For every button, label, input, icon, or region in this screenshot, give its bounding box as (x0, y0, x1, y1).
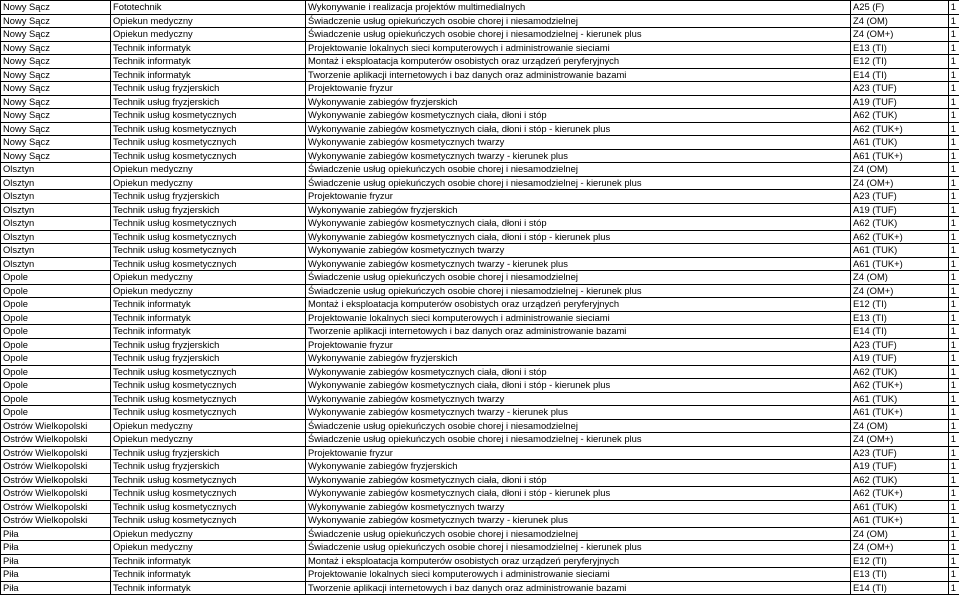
qualification-cell: Świadczenie usług opiekuńczych osobie chorej i niesamodzielnej - kierunek plus (306, 176, 851, 190)
count-cell: 1 (949, 487, 959, 501)
city-cell: Opole (1, 338, 111, 352)
profession-cell: Technik informatyk (111, 311, 306, 325)
city-cell: Opole (1, 392, 111, 406)
symbol-cell: Z4 (OM) (851, 271, 949, 285)
qualification-cell: Wykonywanie i realizacja projektów multimedialnych (306, 1, 851, 15)
profession-cell: Opiekun medyczny (111, 271, 306, 285)
symbol-cell: A61 (TUK+) (851, 257, 949, 271)
city-cell: Nowy Sącz (1, 14, 111, 28)
qualification-cell: Wykonywanie zabiegów kosmetycznych twarzy - kierunek plus (306, 406, 851, 420)
count-cell: 1 (949, 365, 959, 379)
city-cell: Piła (1, 541, 111, 555)
count-cell: 1 (949, 419, 959, 433)
symbol-cell: A62 (TUK) (851, 109, 949, 123)
city-cell: Olsztyn (1, 176, 111, 190)
count-cell: 1 (949, 28, 959, 42)
city-cell: Ostrów Wielkopolski (1, 473, 111, 487)
count-cell: 1 (949, 473, 959, 487)
profession-cell: Technik informatyk (111, 68, 306, 82)
city-cell: Opole (1, 284, 111, 298)
symbol-cell: Z4 (OM) (851, 163, 949, 177)
count-cell: 1 (949, 325, 959, 339)
qualification-cell: Wykonywanie zabiegów fryzjerskich (306, 460, 851, 474)
count-cell: 1 (949, 109, 959, 123)
count-cell: 1 (949, 95, 959, 109)
symbol-cell: A62 (TUK+) (851, 487, 949, 501)
table-row (1, 338, 959, 352)
qualification-cell: Świadczenie usług opiekuńczych osobie chorej i niesamodzielnej (306, 271, 851, 285)
symbol-cell: E12 (TI) (851, 298, 949, 312)
symbol-cell: Z4 (OM+) (851, 541, 949, 555)
profession-cell: Technik usług kosmetycznych (111, 514, 306, 528)
qualification-cell: Wykonywanie zabiegów kosmetycznych twarzy (306, 392, 851, 406)
count-cell: 1 (949, 230, 959, 244)
symbol-cell: A62 (TUK+) (851, 230, 949, 244)
profession-cell: Technik informatyk (111, 41, 306, 55)
table-row (1, 527, 959, 541)
qualification-cell: Montaż i eksploatacja komputerów osobistych oraz urządzeń peryferyjnych (306, 55, 851, 69)
count-cell: 1 (949, 500, 959, 514)
city-cell: Ostrów Wielkopolski (1, 500, 111, 514)
symbol-cell: A19 (TUF) (851, 95, 949, 109)
count-cell: 1 (949, 379, 959, 393)
qualification-cell: Świadczenie usług opiekuńczych osobie chorej i niesamodzielnej - kierunek plus (306, 541, 851, 555)
qualification-cell: Projektowanie lokalnych sieci komputerowych i administrowanie sieciami (306, 568, 851, 582)
table-row (1, 257, 959, 271)
table-row (1, 379, 959, 393)
table-row (1, 352, 959, 366)
table-row (1, 55, 959, 69)
symbol-cell: A23 (TUF) (851, 82, 949, 96)
table-row (1, 68, 959, 82)
profession-cell: Opiekun medyczny (111, 176, 306, 190)
profession-cell: Technik usług kosmetycznych (111, 257, 306, 271)
table-row (1, 514, 959, 528)
city-cell: Opole (1, 379, 111, 393)
count-cell: 1 (949, 257, 959, 271)
city-cell: Ostrów Wielkopolski (1, 514, 111, 528)
table-row (1, 271, 959, 285)
table-row (1, 14, 959, 28)
table-row (1, 176, 959, 190)
profession-cell: Technik usług kosmetycznych (111, 136, 306, 150)
qualification-cell: Wykonywanie zabiegów kosmetycznych ciała, dłoni i stóp - kierunek plus (306, 230, 851, 244)
count-cell: 1 (949, 554, 959, 568)
count-cell: 1 (949, 55, 959, 69)
symbol-cell: Z4 (OM+) (851, 176, 949, 190)
profession-cell: Technik informatyk (111, 554, 306, 568)
profession-cell: Opiekun medyczny (111, 433, 306, 447)
city-cell: Piła (1, 581, 111, 595)
count-cell: 1 (949, 338, 959, 352)
profession-cell: Technik informatyk (111, 568, 306, 582)
table-row (1, 149, 959, 163)
qualification-cell: Wykonywanie zabiegów fryzjerskich (306, 352, 851, 366)
table-row (1, 311, 959, 325)
profession-cell: Technik usług kosmetycznych (111, 392, 306, 406)
table-row (1, 365, 959, 379)
count-cell: 1 (949, 176, 959, 190)
symbol-cell: A23 (TUF) (851, 190, 949, 204)
table-row (1, 406, 959, 420)
city-cell: Nowy Sącz (1, 149, 111, 163)
city-cell: Opole (1, 311, 111, 325)
table-row (1, 568, 959, 582)
city-cell: Nowy Sącz (1, 82, 111, 96)
qualification-cell: Wykonywanie zabiegów fryzjerskich (306, 95, 851, 109)
profession-cell: Technik usług kosmetycznych (111, 230, 306, 244)
qualification-cell: Wykonywanie zabiegów kosmetycznych ciała, dłoni i stóp - kierunek plus (306, 122, 851, 136)
profession-cell: Technik usług kosmetycznych (111, 149, 306, 163)
count-cell: 1 (949, 82, 959, 96)
qualification-cell: Wykonywanie zabiegów kosmetycznych ciała, dłoni i stóp (306, 109, 851, 123)
qualification-cell: Świadczenie usług opiekuńczych osobie chorej i niesamodzielnej (306, 14, 851, 28)
qualification-cell: Świadczenie usług opiekuńczych osobie chorej i niesamodzielnej (306, 163, 851, 177)
count-cell: 1 (949, 1, 959, 15)
count-cell: 1 (949, 41, 959, 55)
table-row (1, 203, 959, 217)
symbol-cell: A61 (TUK) (851, 244, 949, 258)
profession-cell: Technik usług fryzjerskich (111, 460, 306, 474)
city-cell: Opole (1, 325, 111, 339)
count-cell: 1 (949, 136, 959, 150)
qualification-cell: Wykonywanie zabiegów fryzjerskich (306, 203, 851, 217)
table-row (1, 541, 959, 555)
qualification-cell: Projektowanie fryzur (306, 82, 851, 96)
profession-cell: Technik usług kosmetycznych (111, 365, 306, 379)
qualification-cell: Wykonywanie zabiegów kosmetycznych twarzy - kierunek plus (306, 257, 851, 271)
symbol-cell: E13 (TI) (851, 568, 949, 582)
count-cell: 1 (949, 527, 959, 541)
qualification-cell: Projektowanie lokalnych sieci komputerowych i administrowanie sieciami (306, 311, 851, 325)
symbol-cell: E14 (TI) (851, 325, 949, 339)
profession-cell: Technik usług kosmetycznych (111, 217, 306, 231)
table-row (1, 109, 959, 123)
qualification-cell: Świadczenie usług opiekuńczych osobie chorej i niesamodzielnej - kierunek plus (306, 284, 851, 298)
count-cell: 1 (949, 352, 959, 366)
symbol-cell: E13 (TI) (851, 41, 949, 55)
table-row (1, 392, 959, 406)
count-cell: 1 (949, 203, 959, 217)
symbol-cell: A19 (TUF) (851, 203, 949, 217)
table-row (1, 581, 959, 595)
count-cell: 1 (949, 406, 959, 420)
count-cell: 1 (949, 433, 959, 447)
symbol-cell: A61 (TUK+) (851, 406, 949, 420)
city-cell: Olsztyn (1, 217, 111, 231)
city-cell: Opole (1, 352, 111, 366)
symbol-cell: Z4 (OM) (851, 419, 949, 433)
table-row (1, 284, 959, 298)
symbol-cell: E14 (TI) (851, 581, 949, 595)
city-cell: Piła (1, 527, 111, 541)
count-cell: 1 (949, 392, 959, 406)
city-cell: Nowy Sącz (1, 122, 111, 136)
symbol-cell: A19 (TUF) (851, 352, 949, 366)
table-row (1, 325, 959, 339)
profession-cell: Technik informatyk (111, 55, 306, 69)
city-cell: Olsztyn (1, 163, 111, 177)
profession-cell: Technik usług fryzjerskich (111, 338, 306, 352)
qualification-cell: Wykonywanie zabiegów kosmetycznych twarzy (306, 136, 851, 150)
count-cell: 1 (949, 568, 959, 582)
symbol-cell: A61 (TUK) (851, 136, 949, 150)
table-row (1, 446, 959, 460)
qualification-cell: Wykonywanie zabiegów kosmetycznych twarzy (306, 500, 851, 514)
count-cell: 1 (949, 541, 959, 555)
table-row (1, 554, 959, 568)
symbol-cell: A61 (TUK) (851, 500, 949, 514)
count-cell: 1 (949, 244, 959, 258)
count-cell: 1 (949, 311, 959, 325)
count-cell: 1 (949, 446, 959, 460)
count-cell: 1 (949, 149, 959, 163)
symbol-cell: A62 (TUK) (851, 365, 949, 379)
qualification-cell: Wykonywanie zabiegów kosmetycznych twarzy - kierunek plus (306, 514, 851, 528)
profession-cell: Technik usług fryzjerskich (111, 82, 306, 96)
table-row (1, 95, 959, 109)
city-cell: Ostrów Wielkopolski (1, 487, 111, 501)
city-cell: Olsztyn (1, 244, 111, 258)
symbol-cell: A19 (TUF) (851, 460, 949, 474)
table-row (1, 82, 959, 96)
symbol-cell: A62 (TUK) (851, 473, 949, 487)
count-cell: 1 (949, 14, 959, 28)
symbol-cell: A62 (TUK+) (851, 379, 949, 393)
symbol-cell: Z4 (OM+) (851, 284, 949, 298)
profession-cell: Technik usług fryzjerskich (111, 446, 306, 460)
city-cell: Nowy Sącz (1, 28, 111, 42)
qualification-cell: Tworzenie aplikacji internetowych i baz danych oraz administrowanie bazami (306, 325, 851, 339)
count-cell: 1 (949, 163, 959, 177)
symbol-cell: E13 (TI) (851, 311, 949, 325)
count-cell: 1 (949, 68, 959, 82)
symbol-cell: A61 (TUK+) (851, 149, 949, 163)
count-cell: 1 (949, 271, 959, 285)
qualification-cell: Montaż i eksploatacja komputerów osobistych oraz urządzeń peryferyjnych (306, 554, 851, 568)
city-cell: Ostrów Wielkopolski (1, 460, 111, 474)
profession-cell: Fototechnik (111, 1, 306, 15)
qualification-cell: Wykonywanie zabiegów kosmetycznych twarzy - kierunek plus (306, 149, 851, 163)
city-cell: Ostrów Wielkopolski (1, 446, 111, 460)
table-row (1, 41, 959, 55)
qualification-cell: Świadczenie usług opiekuńczych osobie chorej i niesamodzielnej (306, 419, 851, 433)
city-cell: Nowy Sącz (1, 136, 111, 150)
profession-cell: Technik usług fryzjerskich (111, 95, 306, 109)
qualification-cell: Wykonywanie zabiegów kosmetycznych ciała, dłoni i stóp - kierunek plus (306, 379, 851, 393)
qualification-cell: Montaż i eksploatacja komputerów osobistych oraz urządzeń peryferyjnych (306, 298, 851, 312)
city-cell: Nowy Sącz (1, 55, 111, 69)
profession-cell: Technik usług kosmetycznych (111, 500, 306, 514)
qualification-cell: Świadczenie usług opiekuńczych osobie chorej i niesamodzielnej - kierunek plus (306, 28, 851, 42)
symbol-cell: A61 (TUK+) (851, 514, 949, 528)
profession-cell: Technik usług kosmetycznych (111, 109, 306, 123)
table-row (1, 500, 959, 514)
city-cell: Nowy Sącz (1, 68, 111, 82)
qualification-cell: Wykonywanie zabiegów kosmetycznych ciała, dłoni i stóp - kierunek plus (306, 487, 851, 501)
count-cell: 1 (949, 298, 959, 312)
count-cell: 1 (949, 514, 959, 528)
symbol-cell: A23 (TUF) (851, 446, 949, 460)
table-row (1, 473, 959, 487)
profession-cell: Technik usług kosmetycznych (111, 244, 306, 258)
city-cell: Nowy Sącz (1, 1, 111, 15)
table-row (1, 28, 959, 42)
city-cell: Olsztyn (1, 190, 111, 204)
count-cell: 1 (949, 122, 959, 136)
city-cell: Piła (1, 554, 111, 568)
city-cell: Opole (1, 406, 111, 420)
profession-cell: Technik informatyk (111, 325, 306, 339)
table-row (1, 460, 959, 474)
symbol-cell: A61 (TUK) (851, 392, 949, 406)
profession-cell: Opiekun medyczny (111, 419, 306, 433)
symbol-cell: Z4 (OM) (851, 527, 949, 541)
symbol-cell: A25 (F) (851, 1, 949, 15)
qualification-cell: Projektowanie lokalnych sieci komputerowych i administrowanie sieciami (306, 41, 851, 55)
city-cell: Nowy Sącz (1, 95, 111, 109)
table-row (1, 163, 959, 177)
count-cell: 1 (949, 581, 959, 595)
symbol-cell: A62 (TUK+) (851, 122, 949, 136)
table-row (1, 190, 959, 204)
table-row (1, 298, 959, 312)
count-cell: 1 (949, 190, 959, 204)
profession-cell: Technik informatyk (111, 298, 306, 312)
symbol-cell: Z4 (OM) (851, 14, 949, 28)
count-cell: 1 (949, 460, 959, 474)
qualification-cell: Projektowanie fryzur (306, 190, 851, 204)
city-cell: Olsztyn (1, 230, 111, 244)
symbol-cell: E12 (TI) (851, 55, 949, 69)
profession-cell: Opiekun medyczny (111, 527, 306, 541)
table-row (1, 487, 959, 501)
profession-cell: Opiekun medyczny (111, 28, 306, 42)
symbol-cell: E12 (TI) (851, 554, 949, 568)
qualification-cell: Świadczenie usług opiekuńczych osobie chorej i niesamodzielnej (306, 527, 851, 541)
profession-cell: Technik usług kosmetycznych (111, 379, 306, 393)
table-row (1, 217, 959, 231)
table-row (1, 1, 959, 15)
symbol-cell: A23 (TUF) (851, 338, 949, 352)
profession-cell: Technik usług kosmetycznych (111, 487, 306, 501)
qualification-cell: Wykonywanie zabiegów kosmetycznych ciała, dłoni i stóp (306, 365, 851, 379)
city-cell: Nowy Sącz (1, 41, 111, 55)
city-cell: Ostrów Wielkopolski (1, 419, 111, 433)
city-cell: Ostrów Wielkopolski (1, 433, 111, 447)
profession-cell: Technik usług kosmetycznych (111, 473, 306, 487)
symbol-cell: Z4 (OM+) (851, 433, 949, 447)
city-cell: Olsztyn (1, 203, 111, 217)
profession-cell: Opiekun medyczny (111, 163, 306, 177)
city-cell: Nowy Sącz (1, 109, 111, 123)
profession-cell: Technik usług fryzjerskich (111, 190, 306, 204)
qualification-cell: Tworzenie aplikacji internetowych i baz danych oraz administrowanie bazami (306, 68, 851, 82)
city-cell: Opole (1, 271, 111, 285)
table-row (1, 419, 959, 433)
table-body (1, 1, 959, 595)
table-row (1, 433, 959, 447)
qualification-cell: Projektowanie fryzur (306, 446, 851, 460)
symbol-cell: A62 (TUK) (851, 217, 949, 231)
qualification-cell: Wykonywanie zabiegów kosmetycznych ciała, dłoni i stóp (306, 473, 851, 487)
qualification-cell: Projektowanie fryzur (306, 338, 851, 352)
profession-cell: Technik usług kosmetycznych (111, 406, 306, 420)
city-cell: Olsztyn (1, 257, 111, 271)
table-row (1, 122, 959, 136)
profession-cell: Technik usług kosmetycznych (111, 122, 306, 136)
count-cell: 1 (949, 217, 959, 231)
table-row (1, 136, 959, 150)
profession-cell: Opiekun medyczny (111, 14, 306, 28)
profession-cell: Technik usług fryzjerskich (111, 203, 306, 217)
table-row (1, 244, 959, 258)
qualification-cell: Wykonywanie zabiegów kosmetycznych twarzy (306, 244, 851, 258)
count-cell: 1 (949, 284, 959, 298)
city-cell: Opole (1, 298, 111, 312)
city-cell: Piła (1, 568, 111, 582)
table-row (1, 230, 959, 244)
qualification-cell: Świadczenie usług opiekuńczych osobie chorej i niesamodzielnej - kierunek plus (306, 433, 851, 447)
profession-cell: Technik usług fryzjerskich (111, 352, 306, 366)
profession-cell: Opiekun medyczny (111, 541, 306, 555)
symbol-cell: Z4 (OM+) (851, 28, 949, 42)
city-cell: Opole (1, 365, 111, 379)
profession-cell: Technik informatyk (111, 581, 306, 595)
qualification-cell: Wykonywanie zabiegów kosmetycznych ciała, dłoni i stóp (306, 217, 851, 231)
profession-cell: Opiekun medyczny (111, 284, 306, 298)
symbol-cell: E14 (TI) (851, 68, 949, 82)
qualification-cell: Tworzenie aplikacji internetowych i baz danych oraz administrowanie bazami (306, 581, 851, 595)
